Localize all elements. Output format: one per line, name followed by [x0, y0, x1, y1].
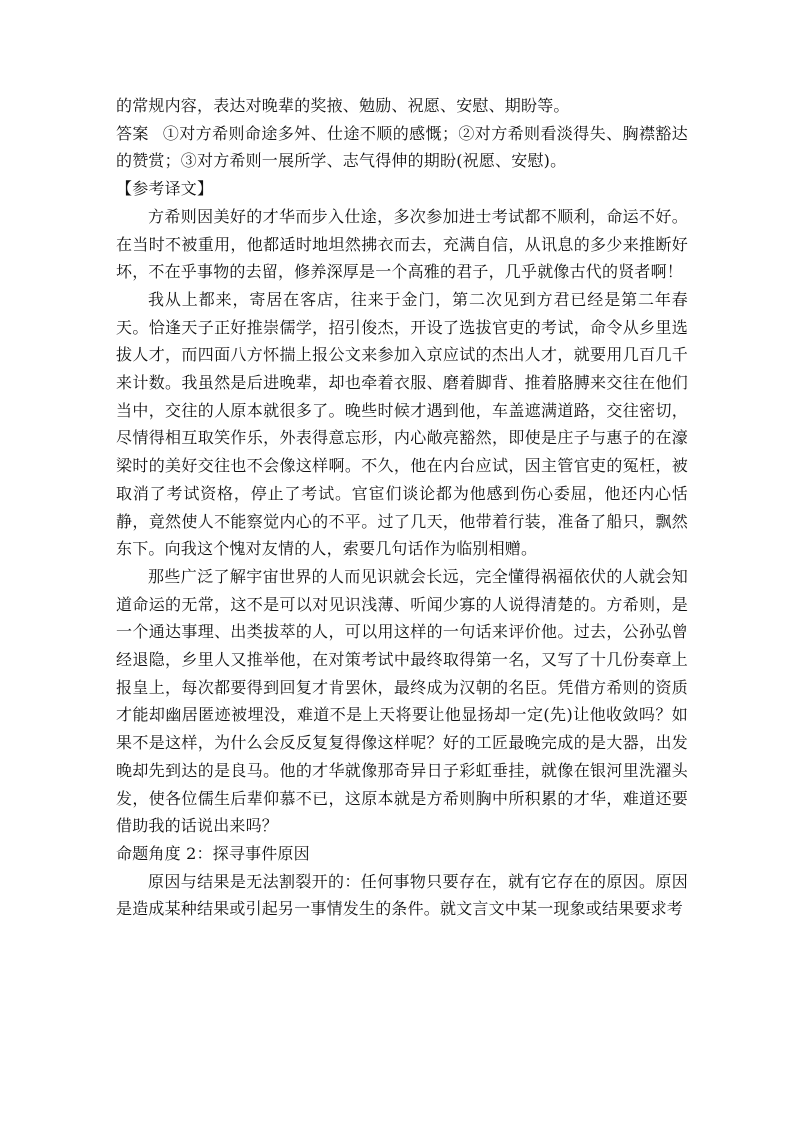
translation-heading: 【参考译文】 [116, 179, 214, 199]
intro-tail-text: 的常规内容，表达对晚辈的奖掖、勉励、祝愿、安慰、期盼等。 [116, 96, 570, 115]
answer-text: ①对方希则命途多舛、仕途不顺的感慨；②对方希则看淡得失、胸襟豁达的赞赏；③对方希则一展所学、志气得伸的期盼(祝愿、安慰)。 [116, 123, 688, 171]
translation-paragraph-3: 那些广泛了解宇宙世界的人而见识就会长远，完全懂得祸福依伏的人就会知道命运的无常，这不是可以对见识浅薄、听闻少寡的人说得清楚的。方希则，是一个通达事理、出类拔萃的人，可以用这样的一句话来评价他。过去，公孙弘曾经退隐，乡里人又推举他，在对策考试中最终取得第一名，又写了十几份奏章上报皇上，每次都要得到回复才肯罢休，最终成为汉朝的名臣。凭借方希则的资质才能却幽居匿迹被埋没，难道不是上天将要让他显扬却一定(先)让他收敛吗？如果不是这样，为什么会反反复复得像这样呢？好的工匠最晚完成的是大器，出发晚却先到达的是良马。他的才华就像那奇异日子彩虹垂挂，就像在银河里洗濯头发，使各位儒生后辈仰慕不已，这原本就是方希则胸中所积累的才华，难道还要借助我的话说出来吗？ [116, 566, 688, 836]
body-paragraph: 原因与结果是无法割裂开的：任何事物只要存在，就有它存在的原因。原因是造成某种结果或引起另一事情发生的条件。就文言文中某一现象或结果要求考 [116, 871, 688, 919]
answer-label: 答案 [116, 123, 149, 143]
translation-paragraph-2: 我从上都来，寄居在客店，往来于金门，第二次见到方君已经是第二年春天。恰逢天子正好推崇儒学，招引俊杰，开设了选拔官吏的考试，命令从乡里选拔人才，而四面八方怀揣上报公文来参加入京应试的杰出人才，就要用几百几千来计数。我虽然是后进晚辈，却也牵着衣服、磨着脚背、推着胳膊来交往在他们当中，交往的人原本就很多了。晚些时候才遇到他，车盖遮满道路，交往密切，尽情得相互取笑作乐，外表得意忘形，内心敞亮豁然，即使是庄子与惠子的在濠梁时的美好交往也不会像这样啊。不久，他在内台应试，因主管官吏的冤枉，被取消了考试资格，停止了考试。官宦们谈论都为他感到伤心委屈，他还内心恬静，竟然使人不能察觉内心的不平。过了几天，他带着行装，准备了船只，飘然东下。向我这个愧对友情的人，索要几句话作为临别相赠。 [116, 289, 688, 559]
document-page [116, 92, 688, 923]
translation-paragraph-1: 方希则因美好的才华而步入仕途，多次参加进士考试都不顺利，命运不好。在当时不被重用，他都适时地坦然拂衣而去，充满自信，从讯息的多少来推断好坏，不在乎事物的去留，修养深厚是一个高雅的君子，几乎就像古代的贤者啊！ [116, 206, 688, 282]
section-heading: 命题角度 2：探寻事件原因 [116, 843, 310, 863]
answer-paragraph [116, 120, 688, 175]
